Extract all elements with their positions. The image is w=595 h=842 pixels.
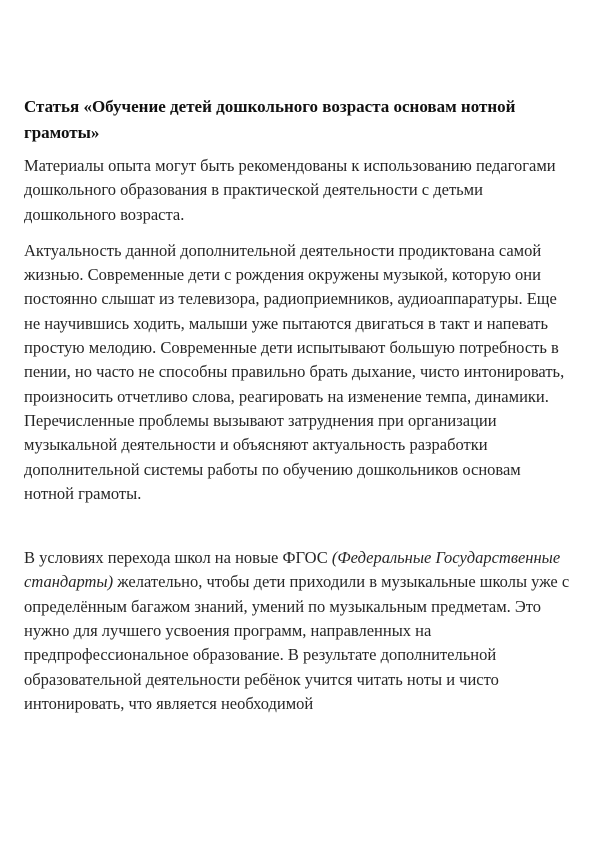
article-title: Статья «Обучение детей дошкольного возраста основам нотной грамоты» <box>24 97 516 142</box>
paragraph-intro: Материалы опыта могут быть рекомендованы к использованию педагогами дошкольного образования в практической деятельности с детьми дошкольного возраста. <box>24 156 556 224</box>
paragraph-fgos <box>24 546 574 716</box>
article-body <box>24 94 574 716</box>
paragraph-relevance: Актуальность данной дополнительной деятельности продиктована самой жизнью. Современные дети с рождения окружены музыкой, которую они постоянно слышат из телевизора, радиоприемников, аудиоаппаратуры. Еще не научившись ходить, малыши уже пытаются двигаться в такт и напевать простую мелодию. Современные дети испытывают большую потребность в пении, но часто не способны правильно брать дыхание, чисто интонировать, произносить отчетливо слова, реагировать на изменение темпа, динамики. Перечисленные проблемы вызывают затруднения при организации музыкальной деятельности и объясняют актуальность разработки дополнительной системы работы по обучению дошкольников основам нотной грамоты. <box>24 240 565 503</box>
paragraph-fgos-text-after: желательно, чтобы дети приходили в музыкальные школы уже с определённым багажом знаний, умений по музыкальным предметам. Это нужно для лучшего усвоения программ, направленных на предпрофессиональное образование. В результате дополнительной образовательной деятельности ребёнок учится читать ноты и чисто интонировать, что является необходимой <box>24 572 570 713</box>
paragraph-fgos-italic: (Федеральные Государственные стандарты) <box>24 548 561 592</box>
paragraph-fgos-text-before: В условиях перехода школ на новые ФГОС <box>24 548 332 568</box>
